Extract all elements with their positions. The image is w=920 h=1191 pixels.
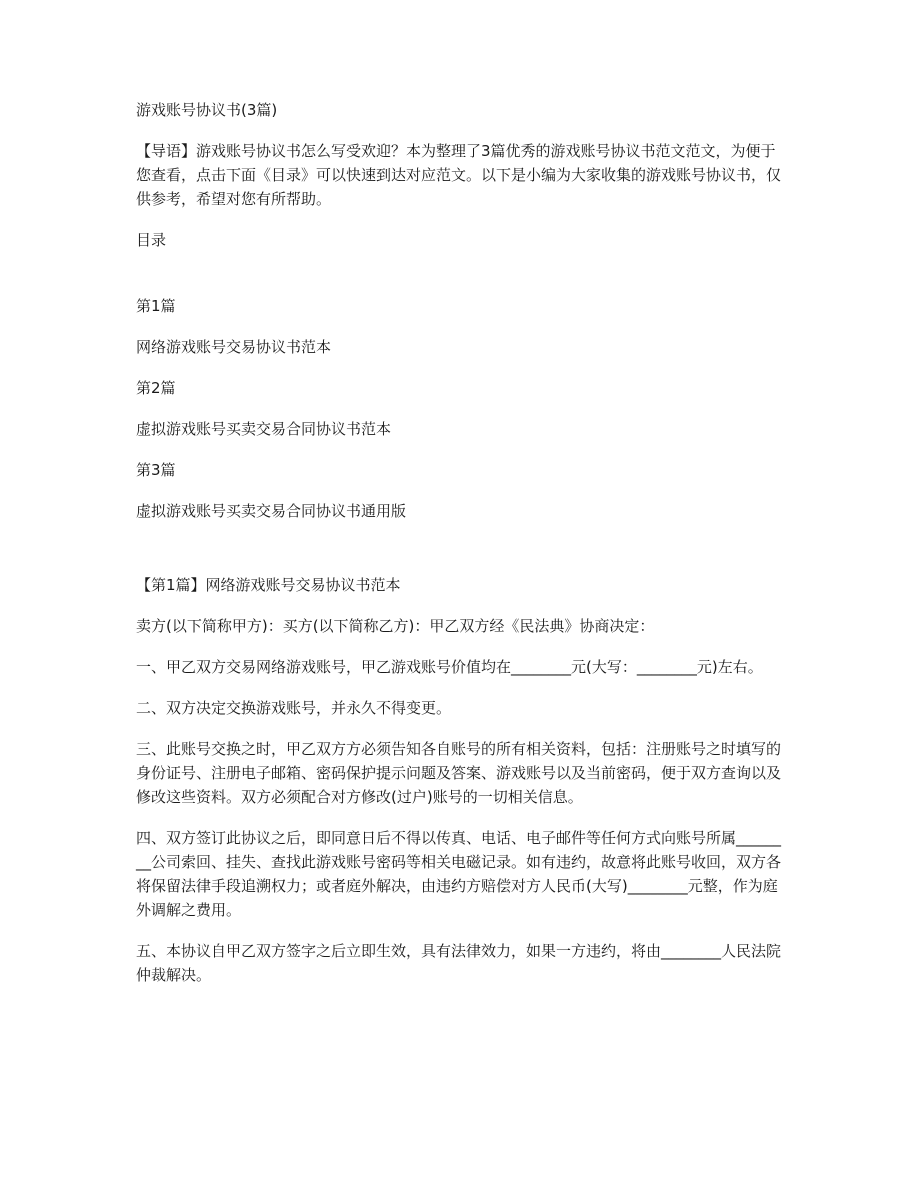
toc-item-2-title[interactable]: 虚拟游戏账号买卖交易合同协议书范本 (136, 420, 392, 438)
section-1-parties: 卖方(以下简称甲方)：买方(以下简称乙方)：甲乙双方经《民法典》协商决定： (136, 617, 655, 635)
clause-5: 五、本协议自甲乙双方签字之后立即生效，具有法律效力，如果一方违约，将由________人民法院仲裁解决。 (136, 942, 782, 984)
spacer (136, 540, 784, 573)
toc-item-3-title[interactable]: 虚拟游戏账号买卖交易合同协议书通用版 (136, 502, 407, 520)
clause-2: 二、双方决定交换游戏账号，并永久不得变更。 (136, 699, 452, 717)
intro-paragraph: 【导语】游戏账号协议书怎么写受欢迎？本为整理了3篇优秀的游戏账号协议书范文范文，为便于您查看，点击下面《目录》可以快速到达对应范文。以下是小编为大家收集的游戏账号协议书，仅供参考，希望对您有所帮助。 (136, 142, 782, 208)
toc-item-2-label[interactable]: 第2篇 (136, 379, 176, 397)
document-title: 游戏账号协议书(3篇) (136, 101, 278, 119)
spacer (136, 269, 784, 294)
clause-4: 四、双方签订此协议之后，即同意日后不得以传真、电话、电子邮件等任何方式向账号所属________公司索回、挂失、查找此游戏账号密码等相关电磁记录。如有违约，故意将此账号收回，双方各将保留法律手段追溯权力；或者庭外解决，由违约方赔偿对方人民币(大写)________元整，作为庭外调解之费用。 (136, 829, 782, 919)
toc-item-1-label[interactable]: 第1篇 (136, 297, 176, 315)
clause-3: 三、此账号交换之时，甲乙双方方必须告知各自账号的所有相关资料，包括：注册账号之时填写的身份证号、注册电子邮箱、密码保护提示问题及答案、游戏账号以及当前密码，便于双方查询以及修改这些资料。双方必须配合对方修改(过户)账号的一切相关信息。 (136, 740, 782, 806)
document-page (136, 98, 784, 1004)
toc-item-3-label[interactable]: 第3篇 (136, 461, 176, 479)
toc-heading: 目录 (136, 231, 167, 249)
toc-item-1-title[interactable]: 网络游戏账号交易协议书范本 (136, 338, 332, 356)
section-1-heading: 【第1篇】网络游戏账号交易协议书范本 (136, 576, 401, 594)
clause-1: 一、甲乙双方交易网络游戏账号，甲乙游戏账号价值均在________元(大写：________元)左右。 (136, 658, 763, 676)
